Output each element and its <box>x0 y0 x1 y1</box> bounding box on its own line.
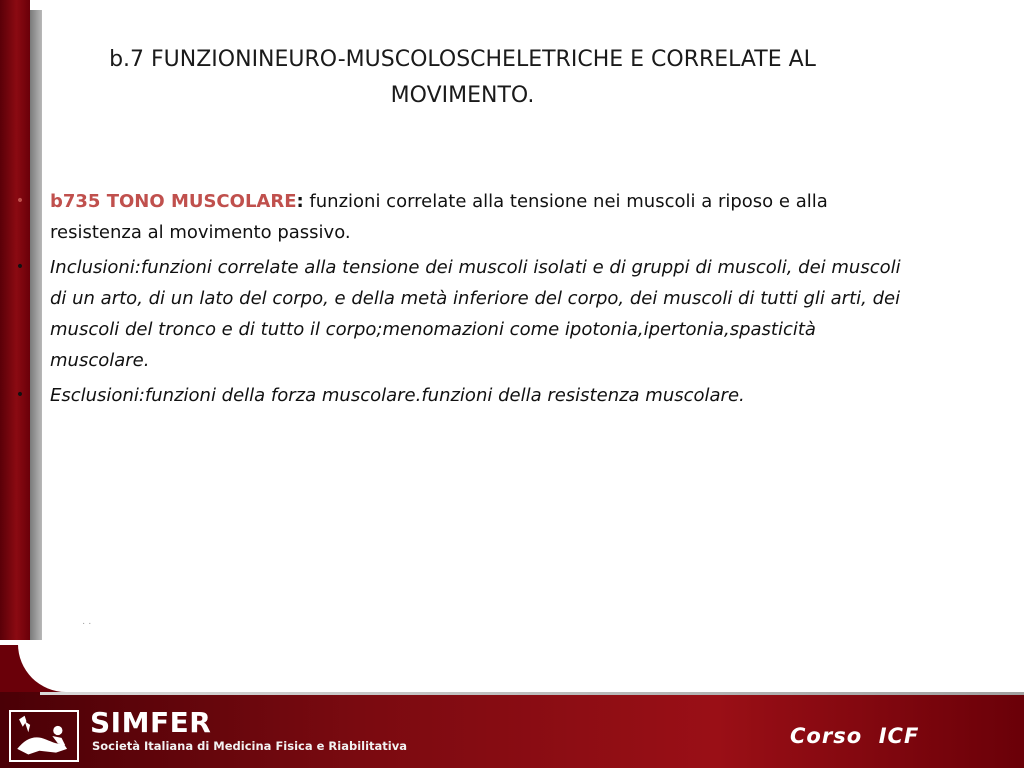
org-name: SIMFER <box>90 706 212 739</box>
decor-speck: · · <box>82 618 92 629</box>
item-text: Inclusioni:funzioni correlate alla tensione dei muscoli isolati e di gruppi di muscoli, dei muscoli di un arto, di un lato del corpo, e della metà inferiore del corpo, dei muscoli di tutti gli arti, dei muscoli del tronco e di tutto il corpo;menomazioni come ipotonia,ipertonia,spasticità muscolare. <box>50 257 901 371</box>
logo-graphic <box>11 712 77 760</box>
item-text: funzioni correlate alla tensione nei muscoli a riposo e alla resistenza al movimento passivo. <box>50 191 828 243</box>
bullet-icon: • <box>15 387 25 403</box>
item-colon: : <box>296 191 304 212</box>
slide-content <box>14 186 914 415</box>
bullet-icon: • <box>15 259 25 275</box>
footer-divider <box>40 692 1024 695</box>
item-term: b735 TONO MUSCOLARE <box>50 191 297 212</box>
list-item <box>14 380 914 411</box>
list-item <box>14 252 914 376</box>
course-label: Corso ICF <box>790 724 920 748</box>
list-item <box>14 186 914 248</box>
slide-title: b.7 FUNZIONINEURO-MUSCOLOSCHELETRICHE E CORRELATE AL MOVIMENTO. <box>109 47 816 108</box>
simfer-logo-icon <box>9 710 79 762</box>
item-text: Esclusioni:funzioni della forza muscolare.funzioni della resistenza muscolare. <box>50 385 745 406</box>
footer-corner-curve <box>18 640 178 692</box>
org-full-name: Società Italiana di Medicina Fisica e Riabilitativa <box>92 739 407 753</box>
bullet-icon: • <box>15 193 25 209</box>
